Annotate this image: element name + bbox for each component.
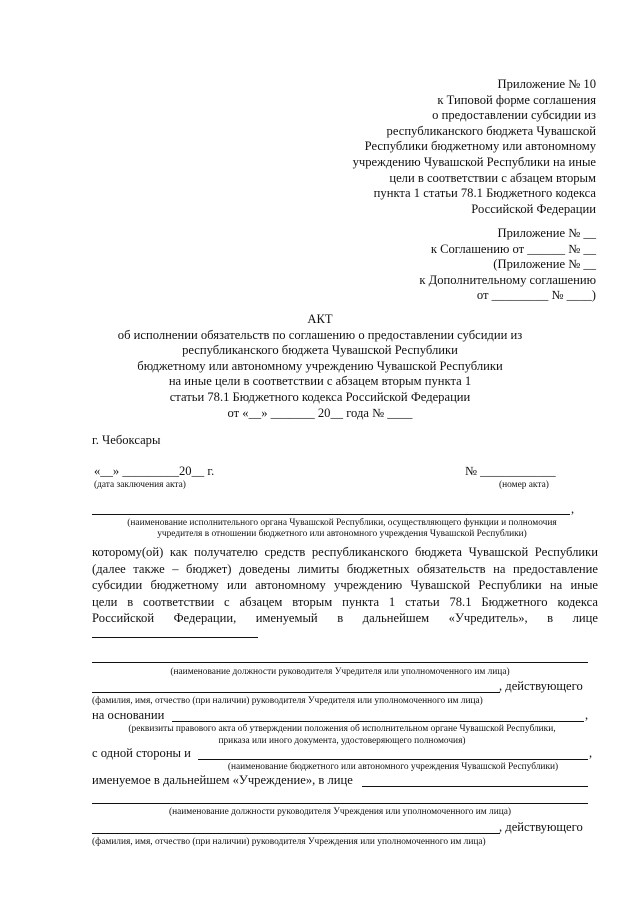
representative-line bbox=[92, 637, 258, 638]
reference-line: (Приложение № __ bbox=[493, 257, 596, 272]
title-line: статьи 78.1 Бюджетного кодекса Российской Федерации bbox=[169, 389, 471, 404]
institution-name-line bbox=[198, 759, 588, 760]
header-line: республиканского бюджета Чувашской bbox=[386, 123, 596, 138]
title-line: республиканского бюджета Чувашской Республики bbox=[182, 343, 458, 358]
founder-position-caption: (наименование должности руководителя Учредителя или уполномоченного им лица) bbox=[170, 667, 510, 677]
header-line: пункта 1 статьи 78.1 Бюджетного кодекса bbox=[373, 186, 596, 201]
basis-line bbox=[172, 721, 584, 722]
on-basis-label: на основании bbox=[92, 708, 165, 722]
org-caption-1: (наименование исполнительного органа Чувашской Республики, осуществляющего функции и полномочия bbox=[127, 518, 557, 528]
comma: , bbox=[571, 502, 575, 516]
founder-fio-caption: (фамилия, имя, отчество (при наличии) руководителя Учредителя или уполномоченного им лица) bbox=[92, 696, 483, 706]
institution-representative-line bbox=[362, 786, 588, 787]
reference-line: Приложение № __ bbox=[497, 226, 596, 240]
act-title bbox=[0, 312, 640, 421]
reference-line: к Соглашению от ______ № __ bbox=[430, 241, 596, 256]
header-line: Российской Федерации bbox=[471, 201, 596, 216]
institution-fio-caption: (фамилия, имя, отчество (при наличии) руководителя Учреждения или уполномоченного им лица) bbox=[92, 837, 486, 847]
header-line: Приложение № 10 bbox=[497, 77, 596, 91]
act-date-field: «__» _________20__ г. bbox=[94, 464, 215, 478]
body-paragraph bbox=[92, 544, 598, 627]
reference-line: от _________ № ____) bbox=[476, 288, 596, 303]
institution-fio-line bbox=[92, 833, 500, 834]
agreement-reference bbox=[419, 226, 596, 304]
basis-caption-2: приказа или иного документа, удостоверяющего полномочия) bbox=[218, 736, 466, 746]
comma: , bbox=[585, 708, 589, 722]
title-line: на иные цели в соответствии с абзацем вторым пункта 1 bbox=[168, 374, 472, 389]
title-line: АКТ bbox=[307, 312, 333, 326]
body-line: субсидии бюджетному или автономному учреждению Чувашской Республики на иные bbox=[92, 578, 598, 593]
org-name-line bbox=[92, 514, 570, 515]
title-line: от «__» _______ 20__ года № ____ bbox=[227, 405, 413, 420]
act-number-caption: (номер акта) bbox=[499, 480, 549, 490]
title-line: бюджетному или автономному учреждению Чувашской Республики bbox=[137, 358, 503, 373]
header-line: о предоставлении субсидии из bbox=[432, 108, 596, 123]
institution-position-line bbox=[92, 803, 588, 804]
acting-label: , действующего bbox=[499, 679, 583, 693]
appendix-header bbox=[353, 77, 596, 217]
city-label: г. Чебоксары bbox=[92, 433, 161, 447]
org-caption-2: учредителя в отношении бюджетного или автономного учреждения Чувашской Республики) bbox=[157, 529, 527, 539]
basis-caption-1: (реквизиты правового акта об утверждении положения об исполнительном органе Чувашской Республики, bbox=[128, 724, 556, 734]
reference-line: к Дополнительному соглашению bbox=[419, 272, 596, 287]
header-line: цели в соответствии с абзацем вторым bbox=[389, 170, 596, 185]
act-date-caption: (дата заключения акта) bbox=[94, 480, 186, 490]
acting-label-2: , действующего bbox=[499, 820, 583, 834]
institution-position-caption: (наименование должности руководителя Учреждения или уполномоченного им лица) bbox=[168, 807, 512, 817]
body-line: (далее также – бюджет) доведены лимиты бюджетных обязательств на предоставление bbox=[92, 561, 598, 576]
institution-named-label: именуемое в дальнейшем «Учреждение», в лице bbox=[92, 773, 353, 787]
body-line: которому(ой) как получателю средств республиканского бюджета Чувашской Республики bbox=[92, 545, 598, 559]
institution-caption: (наименование бюджетного или автономного учреждения Чувашской Республики) bbox=[227, 762, 559, 772]
body-line: Российской Федерации, именуемый в дальнейшем «Учредитель», в лице bbox=[92, 611, 598, 626]
founder-position-line bbox=[92, 662, 588, 663]
title-line: об исполнении обязательств по соглашению о предоставлении субсидии из bbox=[117, 327, 523, 342]
body-line: цели в соответствии с абзацем вторым пункта 1 статьи 78.1 Бюджетного кодекса bbox=[92, 594, 598, 609]
header-line: Республики бюджетному или автономному bbox=[364, 139, 596, 154]
founder-fio-line bbox=[92, 692, 500, 693]
header-line: учреждению Чувашской Республики на иные bbox=[352, 154, 596, 169]
comma: , bbox=[589, 746, 593, 760]
one-side-label: с одной стороны и bbox=[92, 746, 191, 760]
header-line: к Типовой форме соглашения bbox=[437, 92, 596, 107]
act-number-field: № ____________ bbox=[465, 464, 556, 478]
